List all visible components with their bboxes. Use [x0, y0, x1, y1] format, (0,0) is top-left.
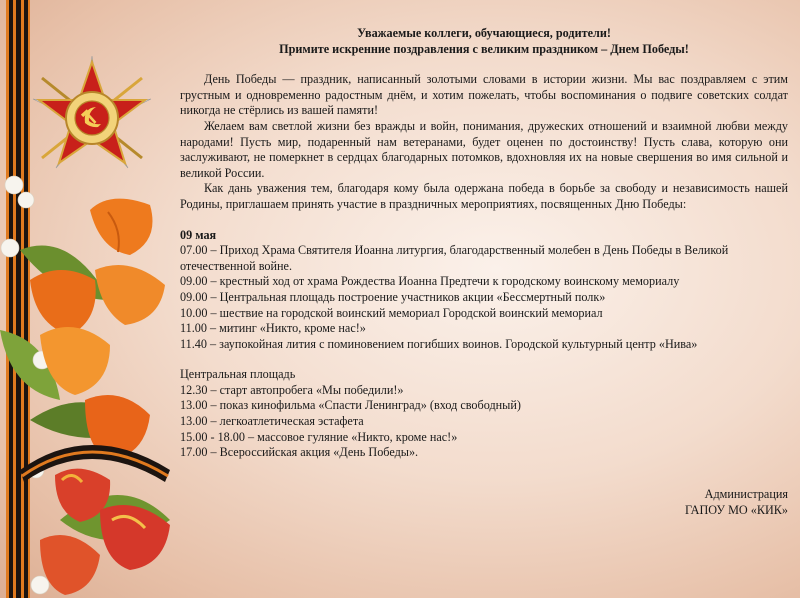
st-george-ribbon	[6, 0, 30, 598]
schedule-item: 12.30 – старт автопробега «Мы победили!»	[180, 382, 404, 397]
signature-line-2: ГАПОУ МО «КИК»	[684, 502, 788, 517]
schedule-item: 11.40 – заупокойная лития с поминовением погибших воинов. Городской культурный центр «Нива»	[180, 336, 698, 351]
schedule-item: 13.00 – показ кинофильма «Спасти Ленинград» (вход свободный)	[180, 398, 521, 413]
schedule-item: 09.00 – крестный ход от храма Рождества Иоанна Предтечи к городскому воинскому мемориалу	[180, 274, 680, 289]
decorative-illustration	[0, 0, 190, 598]
schedule-date: 09 мая	[180, 227, 217, 242]
schedule-item: 15.00 - 18.00 – массовое гуляние «Никто, кроме нас!»	[180, 429, 458, 444]
schedule-item: 13.00 – легкоатлетическая эстафета	[180, 414, 364, 429]
order-emblem	[33, 56, 151, 168]
paragraph-3: Как дань уважения тем, благодаря кому была одержана победа в борьбе за свободу и независимость нашей Родины, приглашаем принять участие в праздничных мероприятиях, посвященных Дню Победы:	[180, 181, 788, 211]
schedule-item: 17.00 – Всероссийская акция «День Победы».	[180, 445, 419, 460]
schedule-section-title: Центральная площадь	[180, 367, 296, 382]
signature-line-1: Администрация	[704, 487, 788, 501]
greeting-line-1: Уважаемые коллеги, обучающиеся, родители!	[357, 26, 611, 40]
paragraph-2: Желаем вам светлой жизни без вражды и войн, понимания, дружеских отношений и взаимной любви между народами! Пусть мир, подаренный нам ветеранами, будет оценен по достоинству! Пусть слава, которую они заслуживают, не померкнет в сердцах благодарных потомков, вдохновляя их на новые свершения во имя сильной и великой России.	[180, 118, 788, 180]
paragraph-1: День Победы — праздник, написанный золотыми словами в истории жизни. Мы вас поздравляем с этим грустным и одновременно радостным днём, и хотим пожелать, чтобы воспоминания о подвиге советских солдат никогда не стёрлись из вашей памяти!	[180, 72, 788, 118]
schedule-item: 10.00 – шествие на городской воинский мемориал Городской воинский мемориал	[180, 305, 603, 320]
schedule-item: 09.00 – Центральная площадь построение участников акции «Бессмертный полк»	[180, 289, 606, 304]
greeting-line-2: Примите искренние поздравления с великим праздником – Днем Победы!	[279, 41, 689, 56]
signature	[685, 487, 788, 518]
schedule-item: 07.00 – Приход Храма Святителя Иоанна литургия, благодарственный молебен в День Победы в Великой отечественной войне.	[180, 243, 729, 273]
schedule-item: 11.00 – митинг «Никто, кроме нас!»	[180, 321, 366, 336]
letter-content	[180, 26, 788, 461]
